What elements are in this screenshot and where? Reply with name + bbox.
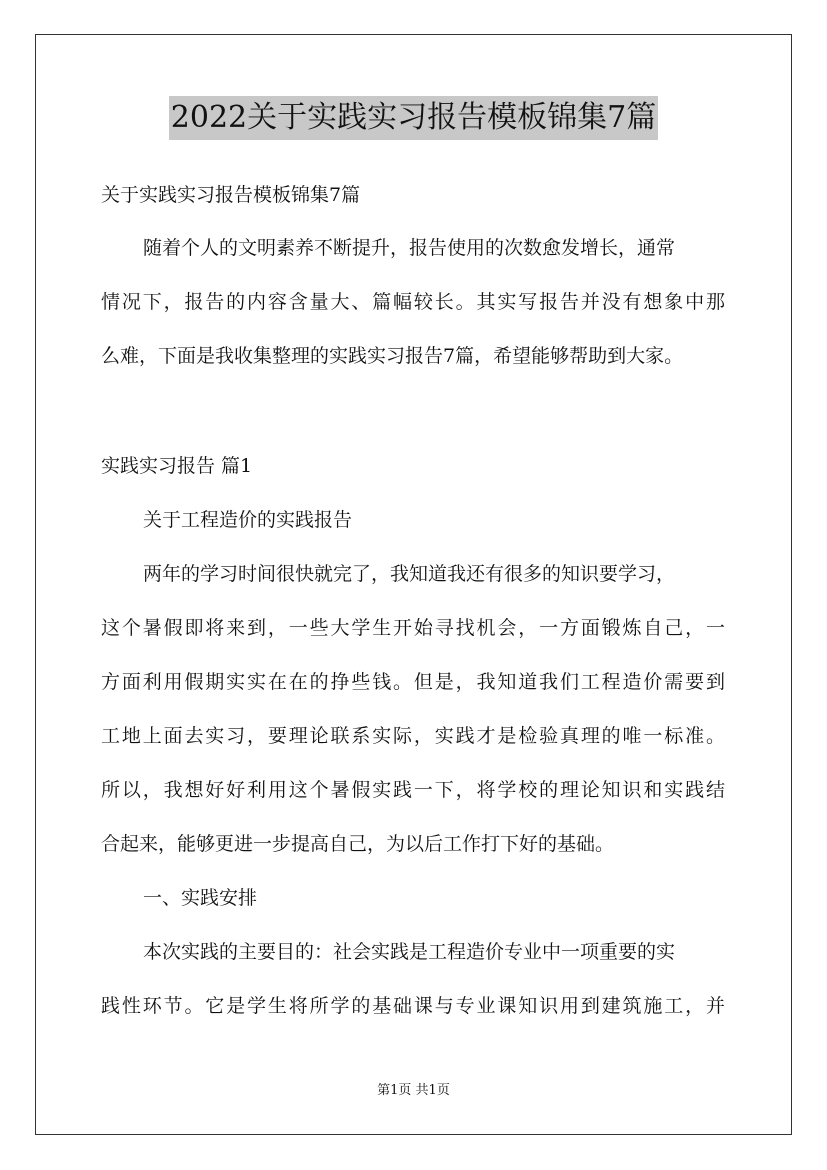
title-container xyxy=(0,96,827,140)
intro-line-3: 么难，下面是我收集整理的实践实习报告7篇，希望能够帮助到大家。 xyxy=(101,345,684,367)
section-heading: 实践实习报告 篇1 xyxy=(101,455,253,477)
page-number: 第1页 共1页 xyxy=(377,1083,450,1098)
paragraph2-line-1: 本次实践的主要目的：社会实践是工程造价专业中一项重要的实 xyxy=(143,941,676,963)
heading-one: 一、实践安排 xyxy=(143,887,258,909)
intro-line-2: 情况下，报告的内容含量大、篇幅较长。其实写报告并没有想象中那 xyxy=(101,291,725,313)
intro-line-1: 随着个人的文明素养不断提升，报告使用的次数愈发增长，通常 xyxy=(143,237,676,259)
paragraph1-line-4: 工地上面去实习，要理论联系实际，实践才是检验真理的唯一标准。 xyxy=(101,725,725,747)
paragraph1-line-5: 所以，我想好好利用这个暑假实践一下，将学校的理论知识和实践结 xyxy=(101,779,725,801)
paragraph1-line-6: 合起来，能够更进一步提高自己，为以后工作打下好的基础。 xyxy=(101,833,615,855)
paragraph2-line-2: 践性环节。它是学生将所学的基础课与专业课知识用到建筑施工，并 xyxy=(101,995,725,1017)
document-subtitle: 关于实践实习报告模板锦集7篇 xyxy=(101,184,361,206)
page-footer xyxy=(0,1082,827,1100)
section-subtitle: 关于工程造价的实践报告 xyxy=(143,509,353,531)
document-title: 2022关于实践实习报告模板锦集7篇 xyxy=(169,96,658,140)
paragraph1-line-1: 两年的学习时间很快就完了，我知道我还有很多的知识要学习， xyxy=(143,563,676,585)
paragraph1-line-2: 这个暑假即将来到，一些大学生开始寻找机会，一方面锻炼自己，一 xyxy=(101,617,725,639)
paragraph1-line-3: 方面利用假期实实在在的挣些钱。但是，我知道我们工程造价需要到 xyxy=(101,671,725,693)
